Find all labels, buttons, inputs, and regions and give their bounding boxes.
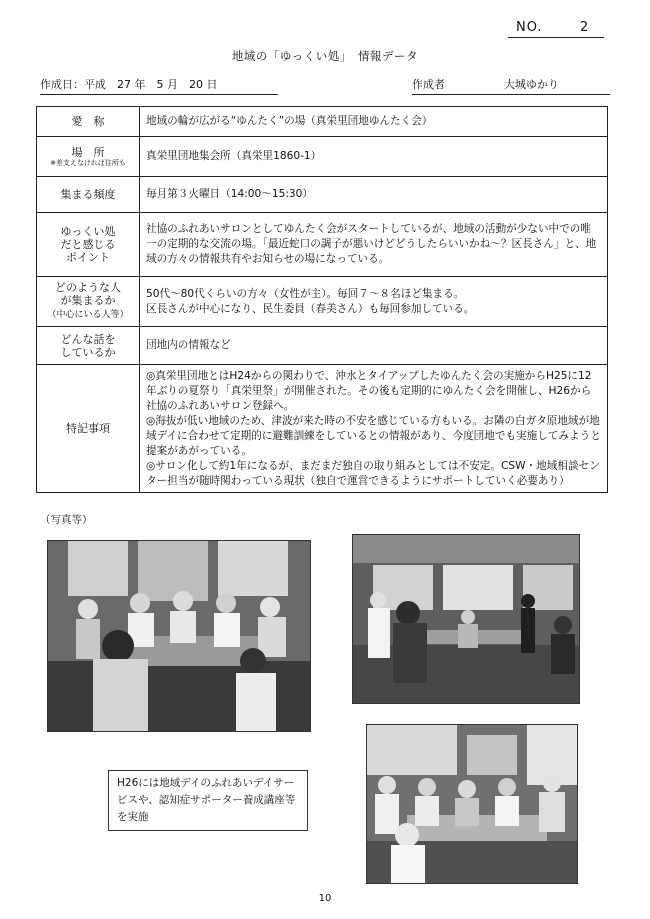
row-label-line: だと感じる — [60, 238, 116, 251]
document-number-value: 2 — [580, 20, 589, 35]
info-table — [36, 106, 608, 493]
photo-seniors-gathering — [366, 724, 578, 884]
author-label: 作成者 — [412, 78, 445, 91]
created-date: 作成日：平成 27 年 5 月 20 日 — [40, 76, 278, 95]
row-label-line: どんな話を — [60, 332, 116, 346]
photo-caption: H26には地域デイのふれあいデイサービスや、認知症サポーター養成講座等を実施 — [108, 770, 308, 831]
row-label-line: ポイント — [66, 251, 110, 264]
table-row-topics — [37, 327, 608, 365]
document-number — [508, 20, 604, 38]
row-value: 毎月第３火曜日（14:00～15:30） — [140, 177, 608, 213]
row-value: 地域の輪が広がる“ゆんたく”の場（真栄里団地ゆんたく会） — [140, 107, 608, 137]
row-label-line: が集まるか — [60, 294, 116, 307]
table-row-notes — [37, 365, 608, 493]
author — [412, 76, 610, 95]
table-row-points — [37, 213, 608, 277]
row-value: 社協のふれあいサロンとしてゆんたく会がスタートしているが、地域の活動が少ない中での唯一の定期的な交流の場。「最近蛇口の調子が悪いけどどうしたらいいかね～？区長さん」と、地域の方々の情報共有やお知らせの場になっている。 — [140, 213, 608, 277]
row-label — [37, 137, 140, 177]
page-number: 10 — [318, 893, 332, 904]
row-label-line: ゆっくい処 — [60, 225, 116, 238]
table-row-location — [37, 137, 608, 177]
row-value — [140, 365, 608, 493]
row-value-line: 50代～80代くらいの方々（女性が主）。毎回７～８名ほど集まる。 — [146, 287, 465, 300]
row-label-note: ※差支えなければ住所も — [50, 158, 126, 167]
row-label-note: （中心にいる人等） — [47, 310, 129, 320]
note-item: ◎真栄里団地とはH24からの関わりで、沖水とタイアップしたゆんたく会の実施からH25に12年ぶりの夏祭り「真栄里祭」が開催された。その後も定期的にゆんたく会を開催し、H26から社協のふれあいサロン登録へ。 — [146, 369, 592, 412]
row-label-line: しているか — [60, 345, 116, 359]
row-label: 特記事項 — [37, 365, 140, 493]
row-value — [140, 277, 608, 327]
row-value: 団地内の情報など — [140, 327, 608, 365]
photo-group-meeting — [47, 540, 311, 732]
row-value: 真栄里団地集会所（真栄里1860-1） — [140, 137, 608, 177]
document-number-label: NO. — [516, 20, 543, 35]
row-label-line: どのような人 — [55, 281, 121, 294]
row-label-main: 場 所 — [71, 145, 105, 159]
photo-hall-activity — [352, 534, 580, 704]
table-row-participants — [37, 277, 608, 327]
note-item: ◎海抜が低い地域のため、津波が来た時の不安を感じている方もいる。お隣の白ガタ原地域が地域デイに合わせて定期的に避難訓練をしているとの情報があり、今度団地でも実施してみようと提案があがっている。 — [146, 414, 601, 457]
author-name: 大城ゆかり — [504, 78, 559, 91]
row-value-line: 区長さんが中心になり、民生委員（春美さん）も毎回参加している。 — [146, 302, 475, 315]
row-label: 愛 称 — [37, 107, 140, 137]
table-row-frequency — [37, 177, 608, 213]
row-label — [37, 327, 140, 365]
table-row-nickname — [37, 107, 608, 137]
row-label: 集まる頻度 — [37, 177, 140, 213]
page-title: 地域の「ゆっくい処」 情報データ — [231, 49, 419, 63]
row-label — [37, 213, 140, 277]
photos-label: （写真等） — [40, 514, 93, 526]
row-label — [37, 277, 140, 327]
note-item: ◎サロン化して約1年になるが、まだまだ独自の取り組みとしては不安定。CSW・地域相談センター担当が随時関わっている現状（独自で運営できるようにサポートしていく必要あり） — [146, 459, 600, 487]
